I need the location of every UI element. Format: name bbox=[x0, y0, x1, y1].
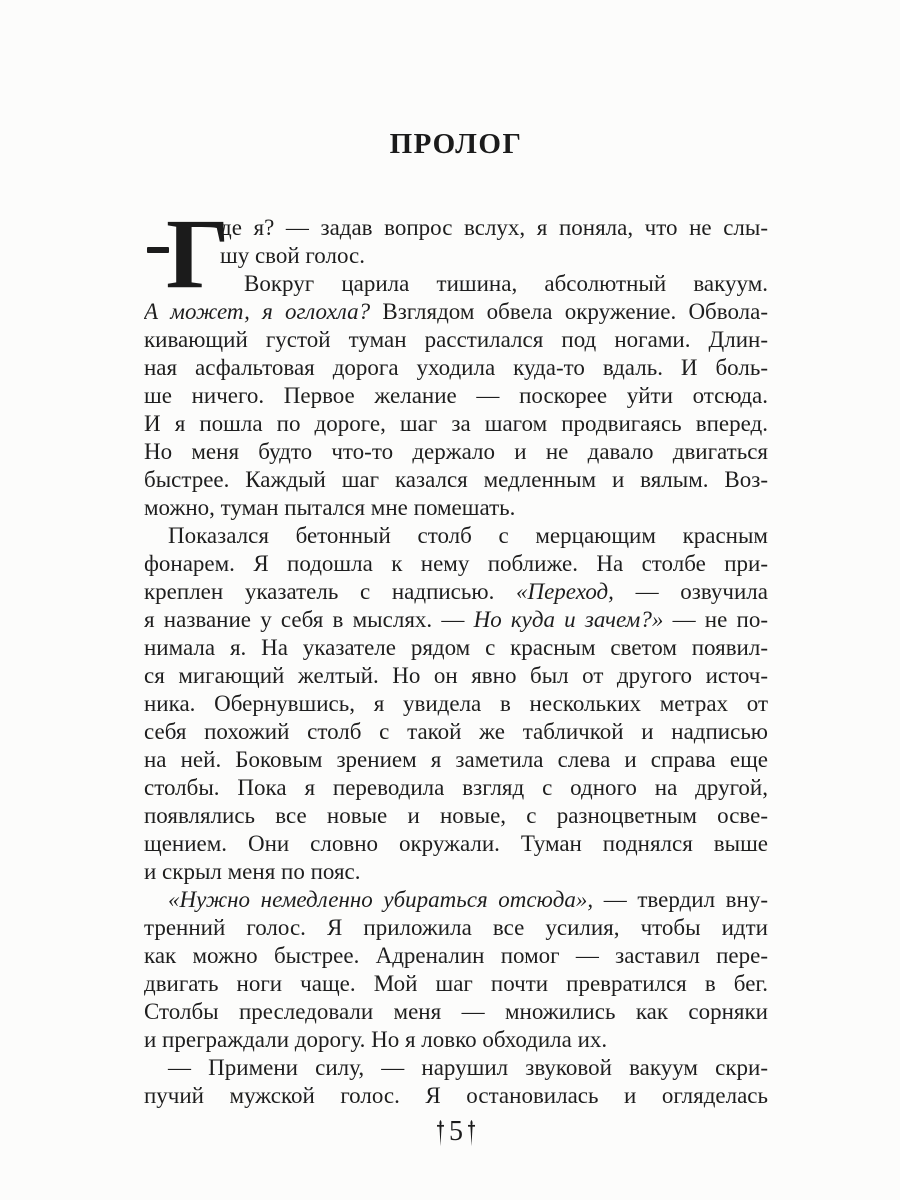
text-segment: как можно быстрее. Адреналин помог — заставил пере- bbox=[144, 943, 768, 968]
text-line bbox=[144, 522, 768, 550]
text-line bbox=[144, 214, 768, 242]
text-line bbox=[144, 1082, 768, 1110]
text-line bbox=[144, 354, 768, 382]
italic-text-segment: А может, я оглохла? bbox=[144, 299, 371, 324]
text-segment: — озвучила bbox=[613, 579, 768, 604]
text-line bbox=[144, 662, 768, 690]
text-segment: И я пошла по дороге, шаг за шагом продвигаясь вперед. bbox=[144, 411, 768, 436]
text-line bbox=[144, 326, 768, 354]
text-segment: — Примени силу, — нарушил звуковой вакуум скри- bbox=[168, 1055, 768, 1080]
text-segment: ная асфальтовая дорога уходила куда-то вдаль. И боль- bbox=[144, 355, 768, 380]
italic-text-segment: «Переход, bbox=[515, 579, 614, 604]
text-line bbox=[144, 550, 768, 578]
text-line bbox=[144, 1026, 768, 1054]
page-number: 5 bbox=[449, 1116, 463, 1147]
text-segment: появлялись все новые и новые, с разноцветным осве- bbox=[144, 803, 768, 828]
text-line bbox=[144, 382, 768, 410]
text-line bbox=[144, 914, 768, 942]
text-line bbox=[144, 578, 768, 606]
text-segment: ше ничего. Первое желание — поскорее уйти отсюда. bbox=[144, 383, 768, 408]
italic-text-segment: Но куда и зачем?» bbox=[473, 607, 664, 632]
italic-text-segment: «Нужно немедленно убираться отсюда», bbox=[168, 887, 594, 912]
text-segment: Столбы преследовали меня — множились как сорняки bbox=[144, 999, 768, 1024]
page-title: ПРОЛОГ bbox=[389, 128, 523, 160]
text-line bbox=[144, 746, 768, 774]
text-line bbox=[144, 270, 768, 298]
body-text bbox=[144, 214, 768, 1110]
text-segment: тренний голос. Я приложила все усилия, чтобы идти bbox=[144, 915, 768, 940]
page-footer bbox=[144, 1117, 768, 1147]
text-line bbox=[144, 606, 768, 634]
text-line bbox=[144, 410, 768, 438]
text-segment: столбы. Пока я переводила взгляд с одного на другой, bbox=[144, 775, 768, 800]
text-line bbox=[144, 942, 768, 970]
text-line bbox=[144, 718, 768, 746]
text-line bbox=[144, 242, 768, 270]
text-line bbox=[144, 1054, 768, 1082]
text-segment: де я? — задав вопрос вслух, я поняла, что не слы- bbox=[220, 215, 768, 240]
text-line bbox=[144, 634, 768, 662]
text-segment: — не по- bbox=[663, 607, 768, 632]
text-line bbox=[144, 774, 768, 802]
text-line bbox=[144, 690, 768, 718]
text-segment: фонарем. Я подошла к нему поближе. На столбе при- bbox=[144, 551, 768, 576]
text-line bbox=[144, 998, 768, 1026]
text-segment: и скрыл меня по пояс. bbox=[144, 859, 361, 884]
text-segment: нимала я. На указателе рядом с красным светом появил- bbox=[144, 635, 768, 660]
text-segment: ника. Обернувшись, я увидела в нескольких метрах от bbox=[144, 691, 768, 716]
text-segment: Но меня будто что-то держало и не давало двигаться bbox=[144, 439, 768, 464]
text-segment: кивающий густой туман расстилался под ногами. Длин- bbox=[144, 327, 768, 352]
dagger-ornament-icon bbox=[436, 1120, 445, 1147]
text-segment: Показался бетонный столб с мерцающим красным bbox=[168, 523, 768, 548]
text-line bbox=[144, 438, 768, 466]
text-segment: шу свой голос. bbox=[220, 243, 365, 268]
text-segment: я название у себя в мыслях. — bbox=[144, 607, 474, 632]
text-segment: Взглядом обвела окружение. Обвола- bbox=[370, 299, 768, 324]
text-segment: быстрее. Каждый шаг казался медленным и вялым. Воз- bbox=[144, 467, 768, 492]
text-line bbox=[144, 298, 768, 326]
text-line bbox=[144, 466, 768, 494]
text-segment: — твердил вну- bbox=[593, 887, 768, 912]
text-segment: себя похожий столб с такой же табличкой и надписью bbox=[144, 719, 768, 744]
text-segment: и преграждали дорогу. Но я ловко обходила их. bbox=[144, 1027, 608, 1052]
text-segment: можно, туман пытался мне помешать. bbox=[144, 495, 516, 520]
text-segment: щением. Они словно окружали. Туман поднялся выше bbox=[144, 831, 768, 856]
text-segment: на ней. Боковым зрением я заметила слева и справа еще bbox=[144, 747, 768, 772]
text-line bbox=[144, 830, 768, 858]
text-line bbox=[144, 970, 768, 998]
text-segment: креплен указатель с надписью. bbox=[144, 579, 516, 604]
text-segment: пучий мужской голос. Я остановилась и огляделась bbox=[144, 1083, 768, 1108]
text-line bbox=[144, 802, 768, 830]
drop-cap-letter: Г bbox=[166, 198, 230, 309]
text-line bbox=[144, 886, 768, 914]
text-segment: Вокруг царила тишина, абсолютный вакуум. bbox=[244, 271, 768, 296]
text-segment: ся мигающий желтый. Но он явно был от другого источ- bbox=[144, 663, 768, 688]
text-segment: двигать ноги чаще. Мой шаг почти превратился в бег. bbox=[144, 971, 768, 996]
dagger-ornament-icon bbox=[467, 1120, 476, 1147]
text-line bbox=[144, 494, 768, 522]
text-line bbox=[144, 858, 768, 886]
